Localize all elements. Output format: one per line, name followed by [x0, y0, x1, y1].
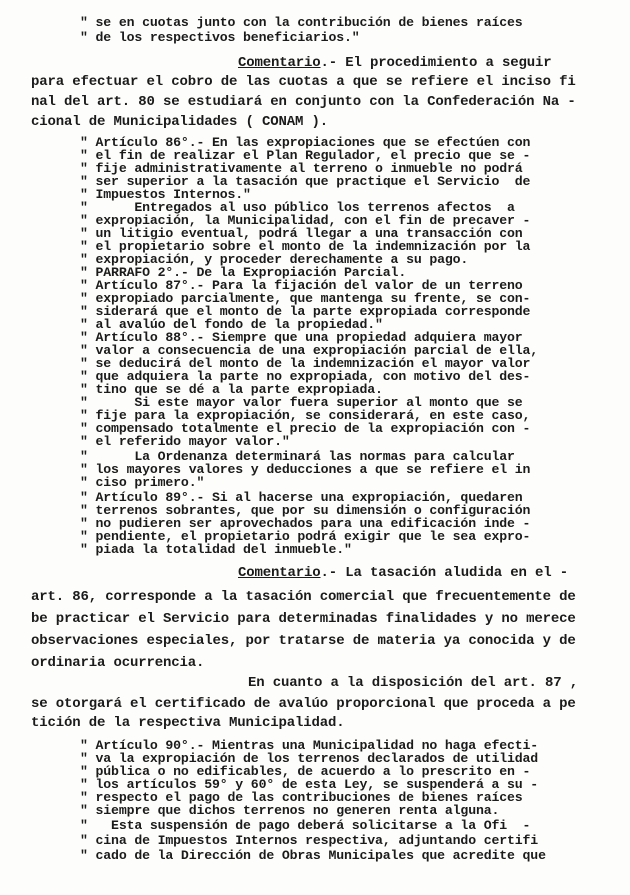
- quoted-law-line: " el propietario sobre el monto de la indemnización por la: [80, 239, 531, 254]
- quoted-law-line: " Artículo 87°.- Para la fijación del valor de un terreno: [80, 278, 523, 293]
- quoted-law-line: " tino que se dé a la parte expropiada.: [80, 382, 383, 397]
- quoted-law-line: " La Ordenanza determinará las normas para calcular: [80, 449, 515, 464]
- quoted-law-line: " expropiación, y proceder derechamente a su pago.: [80, 252, 469, 267]
- quoted-law-line: " expropiación, la Municipalidad, con el fin de precaver -: [80, 213, 531, 228]
- comment-heading-line: [238, 56, 552, 70]
- quoted-law-line: " pendiente, el propietario podrá exigir que le sea expro-: [80, 529, 531, 544]
- quoted-law-line: " se deducirá del monto de la indemnización el mayor valor: [80, 356, 531, 371]
- quoted-law-line: " el referido mayor valor.": [80, 434, 290, 449]
- quoted-law-line: " Entregados al uso público los terrenos afectos a: [80, 200, 515, 215]
- quoted-law-line: " cina de Impuestos Internos respectiva, adjuntando certifi: [80, 833, 539, 848]
- quoted-law-line: " respecto el pago de las contribuciones de bienes raíces: [80, 790, 523, 805]
- quoted-law-line: " de los respectivos beneficiarios.": [80, 30, 360, 45]
- comment-label: Comentario: [238, 55, 321, 71]
- quoted-law-line: " va la expropiación de los terrenos declarados de utilidad: [80, 751, 539, 766]
- quoted-law-line: " Esta suspensión de pago deberá solicitarse a la Ofi -: [80, 818, 531, 833]
- body-text-line: ordinaria ocurrencia.: [31, 655, 205, 671]
- comment-heading-line: [238, 566, 568, 580]
- quoted-law-line: " Artículo 86°.- En las expropiaciones que se efectúen con: [80, 135, 531, 150]
- quoted-law-line: " el fin de realizar el Plan Regulador, el precio que se -: [80, 148, 531, 163]
- quoted-law-line: " fije para la expropiación, se considerará, en este caso,: [80, 408, 531, 423]
- body-text-line: se otorgará el certificado de avalúo proporcional que proceda a pe: [31, 696, 576, 712]
- quoted-law-line: " Artículo 90°.- Mientras una Municipalidad no haga efecti-: [80, 738, 539, 753]
- quoted-law-line: " no pudieren ser aprovechados para una edificación inde -: [80, 516, 531, 531]
- quoted-law-line: " que adquiera la parte no expropiada, con motivo del des-: [80, 369, 531, 384]
- quoted-law-line: " expropiado parcialmente, que mantenga su frente, se con-: [80, 291, 531, 306]
- body-text-line: nal del art. 80 se estudiará en conjunto con la Confederación Na -: [31, 94, 576, 110]
- quoted-law-line: " ciso primero.": [80, 475, 205, 490]
- quoted-law-line: " al avalúo del fondo de la propiedad.": [80, 317, 383, 332]
- body-text-line: En cuanto a la disposición del art. 87 ,: [248, 675, 579, 691]
- quoted-law-line: " siderará que el monto de la parte expropiada corresponde: [80, 304, 531, 319]
- body-text-line: para efectuar el cobro de las cuotas a que se refiere el inciso fi: [31, 74, 576, 90]
- quoted-law-line: " Artículo 88°.- Siempre que una propiedad adquiera mayor: [80, 330, 523, 345]
- comment-label: Comentario: [238, 565, 321, 581]
- quoted-law-line: " se en cuotas junto con la contribución de bienes raíces: [80, 15, 523, 30]
- quoted-law-line: " un litigio eventual, podrá llegar a una transacción con: [80, 226, 523, 241]
- quoted-law-line: " pública o no edificables, de acuerdo a lo prescrito en -: [80, 764, 531, 779]
- body-text-line: be practicar el Servicio para determinadas finalidades y no merece: [31, 611, 576, 627]
- quoted-law-line: " PARRAFO 2°.- De la Expropiación Parcial.: [80, 265, 407, 280]
- quoted-law-line: " siempre que dichos terrenos no generen renta alguna.: [80, 803, 500, 818]
- quoted-law-line: " piada la totalidad del inmueble.": [80, 542, 352, 557]
- quoted-law-line: " valor a consecuencia de una expropiación parcial de ella,: [80, 343, 539, 358]
- quoted-law-line: " fije administrativamente al terreno o inmueble no podrá: [80, 161, 523, 176]
- body-text-line: cional de Municipalidades ( CONAM ).: [31, 114, 329, 130]
- body-text-line: observaciones especiales, por tratarse de materia ya conocida y de: [31, 633, 576, 649]
- quoted-law-line: " terrenos sobrantes, que por su dimensión o configuración: [80, 503, 531, 518]
- quoted-law-line: " Si este mayor valor fuera superior al monto que se: [80, 395, 523, 410]
- quoted-law-line: " Impuestos Internos.": [80, 187, 251, 202]
- quoted-law-line: " compensado totalmente el precio de la expropiación con -: [80, 421, 531, 436]
- quoted-law-line: " los mayores valores y deducciones a que se refiere el in: [80, 462, 531, 477]
- quoted-law-line: " los artículos 59° y 60° de esta Ley, se suspenderá a su -: [80, 777, 539, 792]
- comment-text: .- La tasación aludida en el -: [320, 565, 569, 581]
- body-text-line: tición de la respectiva Municipalidad.: [31, 715, 345, 731]
- quoted-law-line: " cado de la Dirección de Obras Municipales que acredite que: [80, 848, 546, 863]
- comment-text: .- El procedimiento a seguir: [320, 55, 552, 71]
- body-text-line: art. 86, corresponde a la tasación comercial que frecuentemente de: [31, 589, 576, 605]
- quoted-law-line: " ser superior a la tasación que practique el Servicio de: [80, 174, 531, 189]
- quoted-law-line: " Artículo 89°.- Si al hacerse una expropiación, quedaren: [80, 490, 523, 505]
